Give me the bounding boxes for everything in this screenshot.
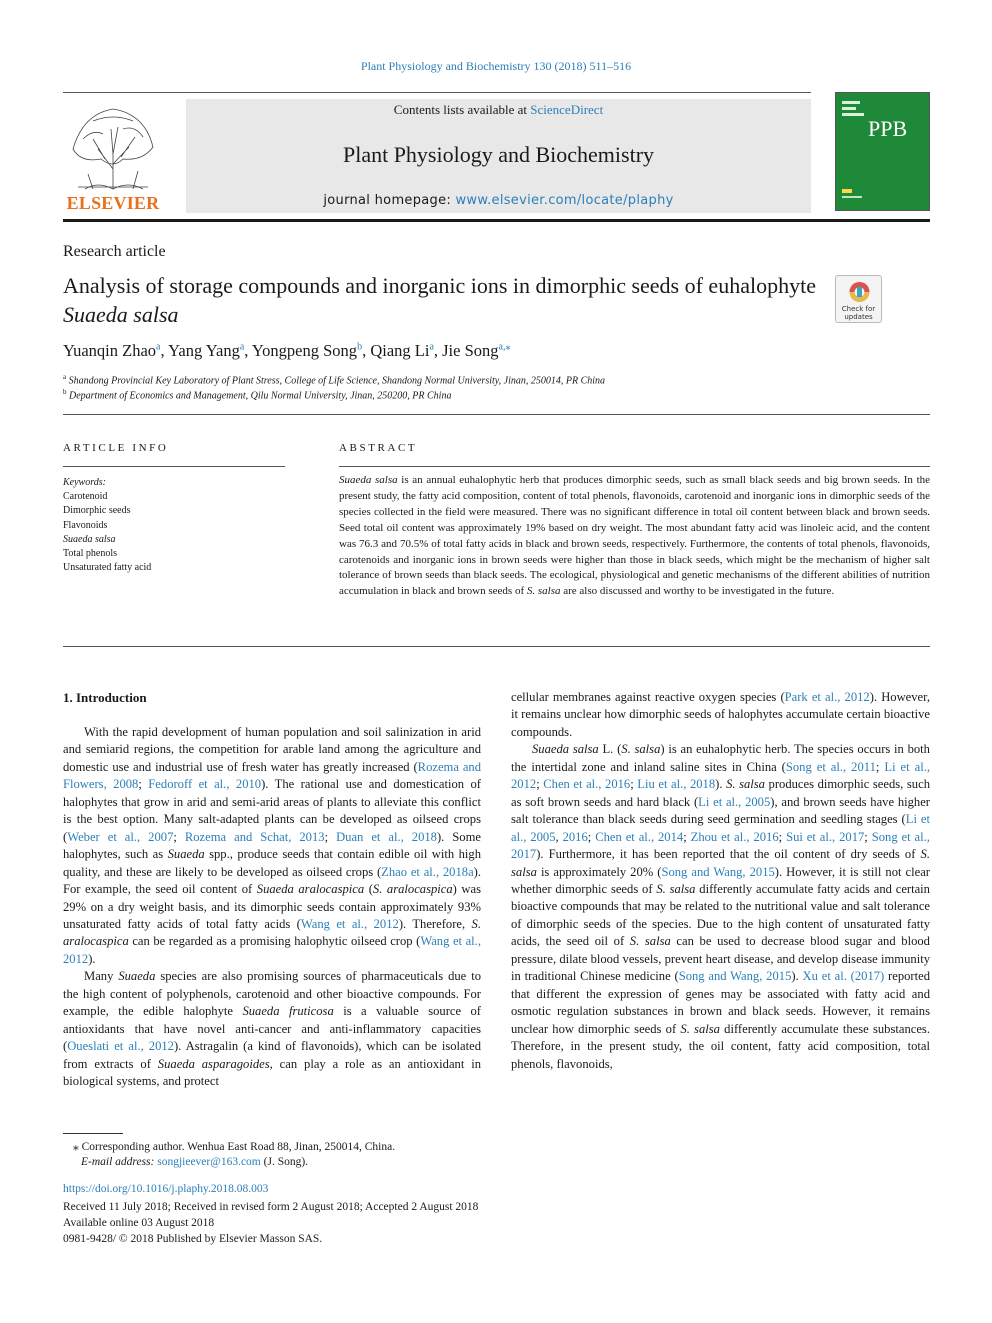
text-run: ). For example, the seed oil content of: [63, 864, 482, 897]
citation-link[interactable]: Weber et al., 2007: [67, 829, 174, 844]
text-run: ;: [875, 759, 885, 774]
keywords-label: Keywords:: [63, 477, 106, 488]
journal-title: Plant Physiology and Biochemistry: [342, 142, 655, 167]
header-divider: [63, 92, 811, 93]
text-run: ;: [683, 829, 691, 844]
italic-term: Suaeda fruticosa: [242, 1004, 334, 1019]
cover-decoration-icon: [836, 93, 931, 212]
email-label: E-mail address:: [81, 1156, 155, 1168]
abstract-species: Suaeda salsa: [339, 474, 398, 486]
text-run: ;: [324, 829, 337, 844]
text-run: ). Therefore,: [398, 916, 472, 931]
text-run: L. (: [598, 742, 622, 757]
citation-link[interactable]: Duan et al., 2018: [336, 829, 437, 844]
author[interactable]: Yongpeng Song: [251, 341, 358, 360]
citation-link[interactable]: Song et al., 2017: [511, 829, 930, 862]
text-run: species are also promising sources of pharmaceuticals due to the high content of polyphenols, carotenoid and other bioactive compounds. For example, the edible halophyte: [63, 969, 482, 1019]
text-run: ).: [88, 951, 96, 966]
italic-term: S. aralocaspica: [372, 882, 453, 897]
abstract-species-short: S. salsa: [526, 585, 561, 598]
italic-term: Suaeda salsa: [532, 742, 599, 757]
body-column-left: [63, 724, 481, 1091]
keyword: Flavonoids: [63, 519, 108, 531]
citation-link[interactable]: Oueslati et al., 2012: [67, 1039, 174, 1054]
text-run: ). However, it is still not clear whether dimorphic seeds of: [511, 864, 930, 896]
citation-link[interactable]: Song et al., 2011: [785, 759, 876, 774]
section-heading-introduction: 1. Introduction: [63, 690, 147, 705]
italic-term: S. salsa: [629, 934, 671, 949]
text-run: ), and brown seeds have higher salt tolerance than black seeds during seed germination and seedling stages (: [511, 794, 930, 827]
author-affil-sup[interactable]: a: [429, 341, 434, 353]
author[interactable]: Yang Yang: [168, 341, 240, 360]
text-run: Many: [84, 969, 119, 984]
text-run: produces dimorphic seeds, such as soft brown seeds and hard black (: [511, 777, 930, 809]
journal-homepage: [186, 193, 811, 208]
text-run: ;: [864, 829, 872, 844]
citation-link[interactable]: Chen et al., 2016: [543, 777, 631, 792]
text-run: ) was 29% on a dry weight basis, and its dimorphic seeds contain approximately 93% unsaturated fatty acids of total fatty acids (: [63, 882, 482, 931]
text-run: can be regarded as a promising halophytic oilseed crop (: [128, 934, 421, 949]
citation-link[interactable]: Sui et al., 2017: [786, 829, 865, 844]
text-run: With the rapid development of human population and soil salinization in arid and semiarid regions, the competition for arable land among the agriculture and domestic use and industrial use of fresh water has greatly increased (: [63, 725, 481, 774]
keywords-list: [63, 490, 151, 576]
online-date: Available online 03 August 2018: [63, 1217, 215, 1229]
section-divider: [63, 646, 930, 647]
paragraph: [63, 968, 481, 1090]
text-run: ;: [778, 829, 787, 844]
affiliation-sup: a: [63, 373, 67, 381]
crossmark-icon: [836, 276, 883, 306]
citation-link[interactable]: Chen et al., 2014: [595, 829, 684, 844]
citation-link[interactable]: Li et al., 2012: [511, 759, 930, 792]
article-dates: [63, 1199, 478, 1247]
citation-link[interactable]: Song and Wang, 2015: [661, 864, 775, 879]
email-link[interactable]: songjieever@163.com: [157, 1156, 261, 1168]
italic-term: S. aralocaspica: [63, 916, 481, 949]
email-suffix: (J. Song).: [260, 1156, 309, 1168]
abstract-text: [339, 473, 930, 600]
article-title-species: Suaeda salsa: [63, 302, 179, 327]
author[interactable]: Jie Song: [442, 341, 499, 360]
text-run: reported that different the expression of genes may be associated with fatty acid and osmotic regulation substances in brown and black seeds. However, it remains unclear how dimorphic seeds of: [511, 969, 930, 1036]
text-run: differently accumulate fatty acids and certain bioactive compounds that may be related to the nutritional value and salt tolerance of dimorphic seeds of the species. Due to the high content of unsaturated fatty acids, the seed oil of: [511, 881, 930, 949]
affiliation: [63, 388, 451, 401]
italic-term: Suaeda: [118, 969, 156, 984]
text-run: (: [364, 882, 373, 897]
homepage-prefix: journal homepage:: [323, 193, 456, 208]
citation-link[interactable]: Li et al., 2005: [511, 812, 930, 844]
journal-cover-image[interactable]: [835, 92, 930, 211]
abstract-tail: are also discussed and worthy to be investigated in the future.: [560, 585, 835, 598]
text-run: ;: [173, 829, 185, 844]
author-affil-sup[interactable]: b: [357, 341, 363, 353]
contents-line: [186, 102, 811, 118]
author-affil-sup[interactable]: a,⁎: [498, 341, 511, 353]
text-run: spp., produce seeds that contain edible oil with high quality, and these are likely to be developed as oilseed crops (: [63, 847, 482, 879]
homepage-link[interactable]: www.elsevier.com/locate/plaphy: [455, 193, 674, 208]
author[interactable]: Qiang Li: [370, 341, 430, 360]
citation-link[interactable]: Park et al., 2012: [784, 690, 870, 704]
contents-prefix: Contents lists available at: [393, 102, 531, 117]
sciencedirect-link[interactable]: ScienceDirect: [530, 102, 604, 117]
journal-reference[interactable]: Plant Physiology and Biochemistry 130 (2018) 511–516: [360, 59, 632, 73]
header-thick-divider: [63, 219, 930, 222]
paragraph: [63, 724, 481, 968]
citation-link[interactable]: Li et al., 2005: [698, 794, 771, 809]
abstract-divider: [339, 466, 930, 467]
text-run: ).: [715, 777, 727, 792]
text-run: is a valuable source of antioxidants that have novel anti-cancer and anti-inflammatory capacities (: [63, 1004, 482, 1054]
abstract-body: is an annual euhalophytic herb that produces dimorphic seeds, such as small black seeds and big brown seeds. In the present study, the fatty acid composition, content of total phenols, flavonoids, carotenoid and inorganic ions in dimorphic seeds of the species collected in the field were measured. There was no significant difference in total oil content between black and brown seeds. Seed total oil content was approximately 19% based on dry weight. The most abundant fatty acid was linoleic acid, and the content was 76.3 and 70.5% of total fatty acids in black and brown seeds, respectively. Furthermore, the contents of total phenols, flavonoids, carotenoids and inorganic ions in brown seeds were higher than those in black seeds, which might be the mechanism of higher salt tolerance of brown seeds than black seeds. The ecological, physiological and genetic mechanisms of the different abilities of nutrition accumulation in black and brown seeds of: [339, 474, 931, 598]
affiliation-text: Shandong Provincial Key Laboratory of Plant Stress, College of Life Science, Shandong Normal University, Jinan, 250014, PR China: [68, 375, 606, 387]
corresponding-author-note: [73, 1139, 395, 1153]
author[interactable]: Yuanqin Zhao: [63, 341, 157, 360]
text-run: ).: [791, 969, 803, 984]
affiliation: [63, 373, 605, 386]
keyword: Dimorphic seeds: [63, 505, 131, 517]
citation-link[interactable]: Wang et al., 2012: [63, 934, 481, 966]
keyword: Suaeda salsa: [63, 533, 116, 545]
keyword: Carotenoid: [63, 491, 108, 502]
article-info-divider: [63, 466, 285, 467]
article-info-heading: ARTICLE INFO: [63, 442, 169, 454]
italic-term: Suaeda asparagoides: [157, 1056, 270, 1071]
text-run: ;: [630, 777, 638, 792]
text-run: ;: [138, 777, 149, 792]
citation-link[interactable]: Song and Wang, 2015: [678, 969, 792, 984]
text-run: ;: [587, 829, 596, 844]
citation-link[interactable]: Rozema and Flowers, 2008: [63, 759, 482, 792]
citation-link[interactable]: Zhao et al., 2018a: [381, 864, 474, 879]
citation-link[interactable]: Xu et al. (2017): [802, 969, 885, 984]
citation-link[interactable]: Zhou et al., 2016: [690, 829, 779, 844]
italic-term: S. salsa: [621, 742, 661, 757]
italic-term: S. salsa: [511, 847, 930, 879]
text-run: ;: [536, 777, 544, 792]
citation-link[interactable]: 2016: [562, 829, 588, 844]
author-list: Yuanqin Zhao$^a$, Yang Yang$^a$, Yongpeng Song$^b$, Qiang Li$^a$, Jie Song$^{a,⁎}$: [63, 341, 511, 360]
citation-link[interactable]: Liu et al., 2018: [637, 777, 716, 792]
corresponding-mark: ⁎: [73, 1141, 79, 1153]
abstract-heading: ABSTRACT: [339, 442, 418, 454]
paragraph: [511, 741, 930, 1073]
italic-term: S. salsa: [680, 1021, 720, 1036]
citation-link[interactable]: Fedoroff et al., 2010: [148, 777, 262, 792]
author-affil-sup[interactable]: a: [156, 341, 161, 353]
text-run: ). Some halophytes, such as: [63, 829, 481, 862]
text-run: ). Astragalin (a kind of flavonoids), which can be isolated from extracts of: [63, 1039, 481, 1071]
italic-term: Suaeda: [167, 847, 205, 862]
footnote-divider: [63, 1133, 123, 1134]
elsevier-logo-text: ELSEVIER: [66, 193, 160, 213]
affiliation-text: Department of Economics and Management, Qilu Normal University, Jinan, 250200, PR China: [69, 390, 452, 402]
article-title-main: Analysis of storage compounds and inorganic ions in dimorphic seeds of euhalophyte: [63, 273, 816, 298]
citation-link[interactable]: Wang et al., 2012: [300, 916, 399, 931]
text-run: ) is an euhalophytic herb. The species occurs in both the intertidal zone and inland saline sites in China (: [511, 742, 930, 774]
received-dates: Received 11 July 2018; Received in revised form 2 August 2018; Accepted 2 August 2018: [63, 1201, 479, 1213]
keyword: Unsaturated fatty acid: [63, 562, 152, 574]
text-run: can be used to decrease blood sugar and blood pressure, dilate blood vessels, prevent heart disease, and develop disease immunity in traditional Chinese medicine (: [511, 934, 930, 984]
doi-link[interactable]: https://doi.org/10.1016/j.plaphy.2018.08.003: [63, 1183, 269, 1195]
text-run: ). Furthermore, it has been reported that the oil content of dry seeds of: [536, 847, 921, 862]
author-affil-sup[interactable]: a: [239, 341, 245, 353]
italic-term: Suaeda aralocaspica: [256, 882, 365, 897]
keyword: Total phenols: [63, 548, 118, 560]
cover-journal-abbreviation: PPB: [868, 116, 908, 141]
text-run: cellular membranes against reactive oxygen species (: [511, 690, 785, 704]
email-note: [81, 1156, 308, 1168]
affiliation-sup: b: [63, 388, 67, 396]
text-run: , can play a role as an antioxidant in biological systems, and protect: [63, 1056, 482, 1089]
section-divider: [63, 414, 930, 415]
italic-term: S. salsa: [656, 881, 696, 896]
copyright: 0981-9428/ © 2018 Published by Elsevier Masson SAS.: [63, 1233, 323, 1245]
body-column-right: [511, 689, 930, 1073]
corresponding-text: Corresponding author. Wenhua East Road 88, Jinan, 250014, China.: [78, 1141, 396, 1153]
article-title: [63, 271, 823, 329]
italic-term: S. salsa: [726, 777, 765, 792]
text-run: ). However, it remains unclear how dimorphic seeds of halophytes accumulate certain bioactive compounds.: [511, 690, 930, 739]
text-run: is approximately 20% (: [536, 864, 662, 879]
check-for-updates-label: Check for updates: [841, 305, 876, 321]
citation-link[interactable]: Rozema and Schat, 2013: [184, 829, 325, 844]
text-run: ). The rational use and domestication of halophytes that grow in arid and semi-arid areas of plants to alleviate this conflict is the best option. Many salt-adapted plants can be developed as oilseed crops (: [63, 777, 481, 844]
paragraph: [511, 689, 930, 741]
text-run: differently accumulate these substances. Therefore, in the present study, the oil content, fatty acid composition, total phenols, flavonoids,: [511, 1021, 930, 1071]
text-run: ,: [555, 829, 563, 844]
article-type: Research article: [63, 243, 166, 260]
